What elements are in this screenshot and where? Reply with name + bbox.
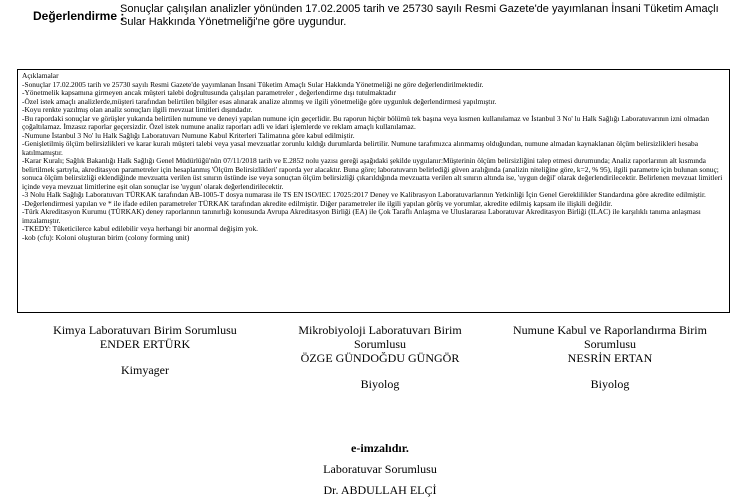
signatory-chemistry — [50, 323, 240, 377]
signatory-role: Kimyager — [121, 363, 169, 377]
notes-title: Açıklamalar — [22, 71, 59, 80]
note-line: -Genişletilmiş ölçüm belirsizlikleri ve karar kuralı müşteri talebi veya yasal mevzuatlar zorunlu kıldığı durumlarda belirtilir. Numune tarafımızca alınmamış olduğundan, numune almadan kaynaklanan ölçüm belirsizlikleri hesaba katılmamıştır. — [22, 139, 699, 157]
e-signature-note: e-imzalıdır. — [351, 441, 409, 455]
note-line: -kob (cfu): Koloni oluşturan birim (colony forming unit) — [22, 232, 190, 242]
note-line: -Sonuçlar 17.02.2005 tarih ve 25730 sayılı Resmi Gazete'de yayımlanan İnsani Tüketim Amaçlı Sular Hakkında Yönetmeliği ne göre değerlendirilmektedir. — [22, 79, 484, 89]
note-line: -Karar Kuralı; Sağlık Bakanlığı Halk Sağlığı Genel Müdürlüğü'nün 07/11/2018 tarih ve E.2852 nolu yazısı gereği aşağıdaki şekilde uygulanır:Müşterinin ölçüm belirsizliğini talep etmesi durumunda; Analiz raporlarının alt kısmında belirtilmek şartıyla, akreditasyon parametreler için hesaplanmış 'Ölçüm Belirsizlikleri' raporda yer alacaktır. Buna göre; laboratuvarın belirlediği güven aralığında (analizin niteliğine göre, k=2, % 95), ilgili parametre için bulunan sonuç; sonuca ölçüm belirsizliği eklendiğinde mevzuatta verilen üst sınırın üstünde ise veya sonuçtan ölçüm belirsizliği çıkarıldığında mevzuatta verilen alt sınırın altında ise, 'uygun değil' olarak değerlendirilecektir. Belirlenen mevzuat limitleri içinde veya mevzuat limitlerine eşit olan sonuçlar ise 'uygun' olarak değerlendirilecektir. — [22, 156, 723, 191]
signatory-name: ÖZGE GÜNDOĞDU GÜNGÖR — [300, 351, 460, 365]
signatory-microbiology — [280, 323, 480, 391]
lab-manager-name: Dr. ABDULLAH ELÇİ — [323, 483, 437, 497]
note-line: -Numune İstanbul 3 No' lu Halk Sağlığı Laboratuvarı Numune Kabul Kriterleri Talimatına göre kabul edilmiştir. — [22, 130, 355, 140]
note-line: -Yönetmelik kapsamına girmeyen ancak müşteri talebi doğrultusunda çalışılan parametreler , değerlendirme dışı tutulmaktadır — [22, 88, 397, 97]
signatory-title: Kimya Laboratuvarı Birim Sorumlusu — [53, 323, 237, 337]
signatory-name: ENDER ERTÜRK — [99, 337, 191, 351]
note-line: -Değerlendirmesi yapılan ve * ile ifade edilen parametreler TÜRKAK tarafından akredite edilmiştir. Diğer parametreler ile ilgili yapılan görüş ve yorumlar, akredite edilmiş kapsam ile ilişkili değildir. — [22, 198, 613, 208]
signatory-title: Mikrobiyoloji Laboratuvarı Birim Sorumlusu — [298, 323, 462, 351]
signatory-title: Numune Kabul ve Raporlandırma Birim Sorumlusu — [513, 323, 707, 351]
notes-box — [17, 69, 730, 313]
signatory-name: NESRİN ERTAN — [567, 351, 653, 365]
signatory-role: Biyolog — [360, 377, 400, 391]
note-line: -TKEDY: Tüketicilerce kabul edilebilir veya herhangi bir anormal değişim yok. — [22, 224, 259, 233]
note-line: -3 Nolu Halk Sağlığı Laboratuvarı TÜRKAK tarafından AB-1005-T dosya numarası ile TS EN ISO/IEC 17025:2017 Deney ve Kalibrasyon Laboratuvarlarının Yetkinliği İçin Genel Gereklilikler Standardına göre akredite edilmiştir. — [22, 190, 706, 199]
note-line: -Koyu renkte yazılmış olan analiz sonuçları ilgili mevzuat limitleri dışındadır. — [22, 105, 253, 114]
evaluation-label: Değerlendirme : — [33, 9, 125, 23]
lab-manager-title: Laboratuvar Sorumlusu — [323, 462, 437, 476]
signatory-sample-acceptance — [510, 323, 710, 391]
note-line: -Özel istek amaçlı analizlerde,müşteri tarafından belirtilen bilgiler esas alınarak analize alınmış ve ilgili yönetmeliğe göre uygunluk değerlendirmesi yapılmıştır. — [22, 96, 497, 106]
note-line: -Türk Akreditasyon Kurumu (TÜRKAK) deney raporlarının tanınırlığı konusunda Avrupa Akreditasyon Birliği (EA) ile Çok Taraflı Anlaşma ve Uluslararası Laboratuvar Akreditasyon Birliği (ILAC) ile karşılıklı tanıma anlaşması imzalamıştır. — [22, 207, 701, 225]
signatory-role: Biyolog — [590, 377, 630, 391]
note-line: -Bu rapordaki sonuçlar ve görüşler yukarıda belirtilen numune ve deneyi yapılan numune için geçerlidir. Bu raporun hiçbir bölümü tek başına veya kısmen kullanılamaz ve İstanbul 3 No' lu Halk Sağlığı Laboratuvarının izni olmadan çoğaltılamaz. İmzasız raporlar geçersizdir. Özel istek numune analiz raporları adli ve idari işlemlerde ve reklam amaçlı kullanılamaz. — [22, 113, 710, 131]
evaluation-text: Sonuçlar çalışılan analizler yönünden 17.02.2005 tarih ve 25730 sayılı Resmi Gazete'de yayımlanan İnsani Tüketim Amaçlı Sular Hakkında Yönetmeliği'ne göre uygundur. — [120, 3, 719, 28]
